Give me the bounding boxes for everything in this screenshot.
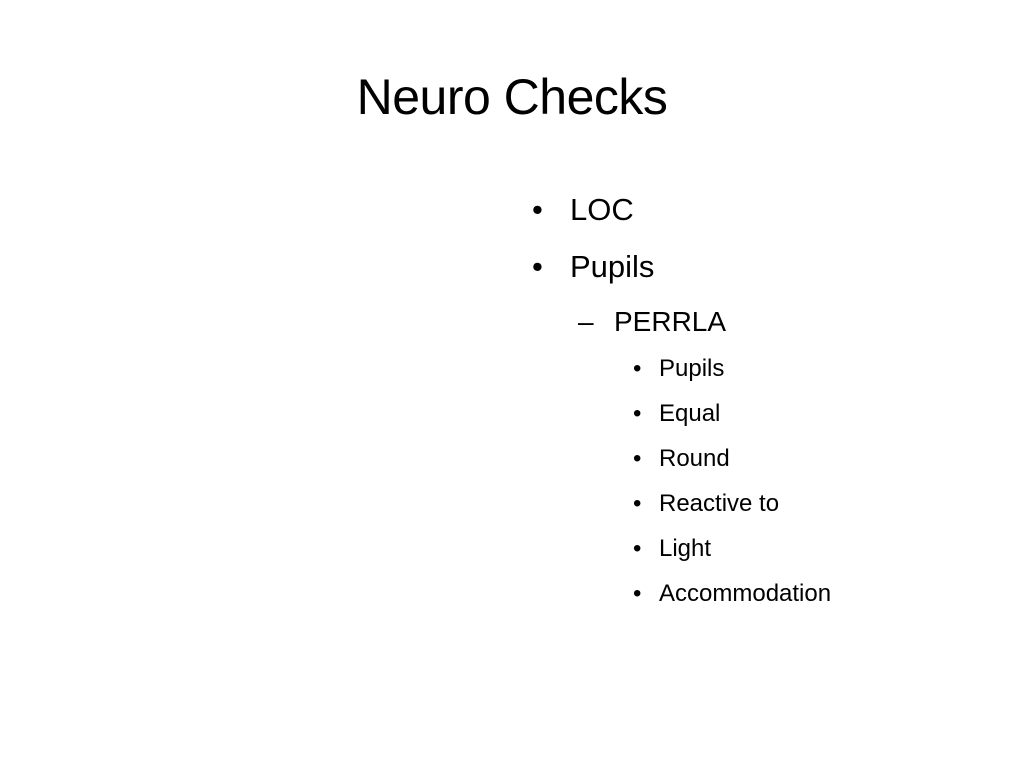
- sub-sub-item-reactive-to: [633, 488, 780, 520]
- bullet-item-pupils: [532, 247, 655, 287]
- sub-sub-item-light: [633, 533, 712, 565]
- sub-sub-item-equal: [633, 398, 721, 430]
- sub-item-perrla: [578, 304, 727, 340]
- bullet-icon: •: [633, 535, 642, 562]
- sub-sub-item-label: Pupils: [659, 355, 725, 382]
- bullet-icon: •: [532, 192, 543, 227]
- bullet-icon: •: [633, 355, 642, 382]
- sub-sub-item-label: Accommodation: [659, 580, 832, 607]
- bullet-icon: •: [633, 445, 642, 472]
- sub-sub-item-label: Light: [659, 535, 712, 562]
- dash-icon: –: [578, 306, 594, 337]
- bullet-icon: •: [633, 400, 642, 427]
- bullet-icon: •: [633, 580, 642, 607]
- bullet-icon: •: [532, 249, 543, 284]
- bullet-label: Pupils: [570, 249, 655, 284]
- sub-sub-item-label: Round: [659, 445, 730, 472]
- bullet-item-loc: [532, 190, 634, 230]
- sub-sub-item-label: Equal: [659, 400, 721, 427]
- bullet-icon: •: [633, 490, 642, 517]
- sub-sub-item-label: Reactive to: [659, 490, 780, 517]
- sub-item-label: PERRLA: [614, 306, 727, 337]
- slide-title: Neuro Checks: [356, 69, 668, 125]
- sub-sub-item-accommodation: [633, 578, 832, 610]
- bullet-label: LOC: [570, 192, 634, 227]
- sub-sub-item-pupils: [633, 353, 725, 385]
- sub-sub-item-round: [633, 443, 730, 475]
